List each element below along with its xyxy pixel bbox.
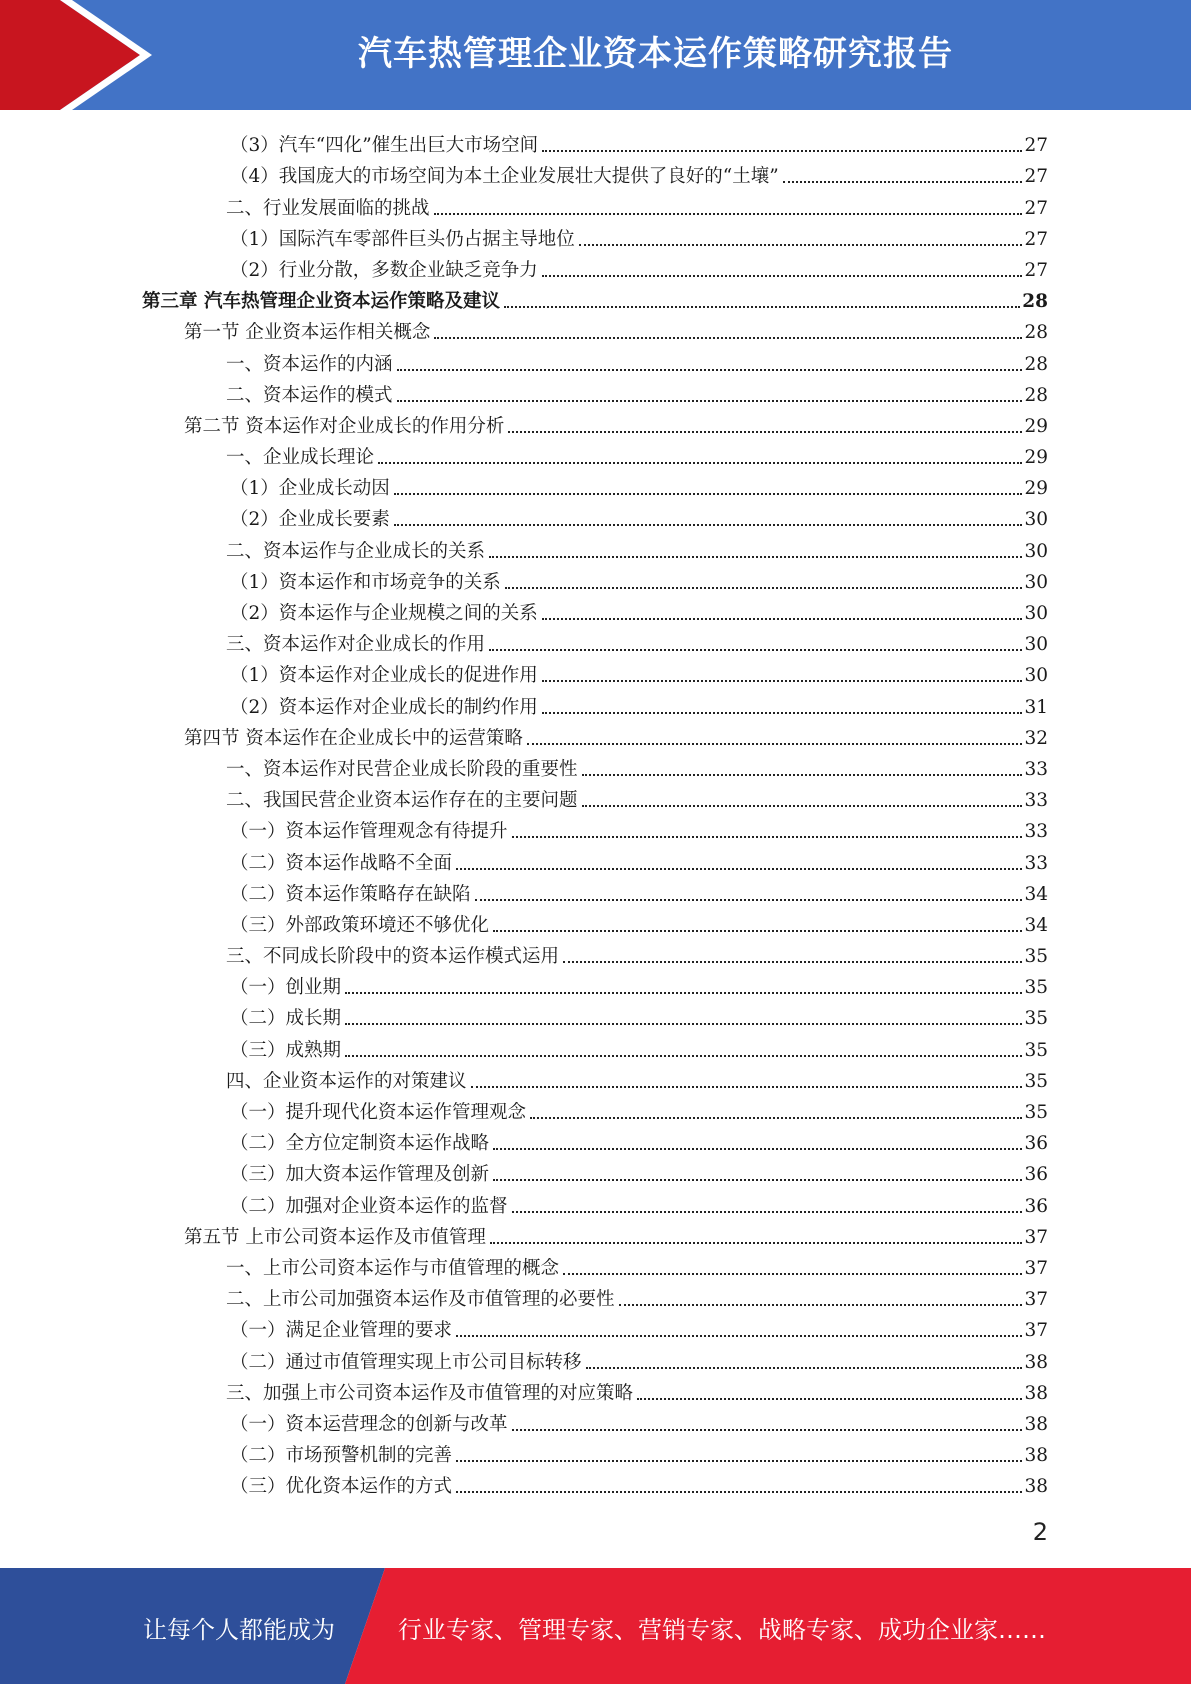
toc-entry-page: 27 [1024, 197, 1048, 219]
toc-entry[interactable] [0, 657, 1191, 688]
toc-entry-page: 29 [1024, 415, 1048, 437]
toc-entry-page: 30 [1024, 634, 1048, 656]
toc-entry[interactable] [0, 782, 1191, 813]
toc-leader-dots [456, 868, 1022, 870]
toc-entry[interactable] [0, 938, 1191, 969]
toc-entry[interactable] [0, 1187, 1191, 1218]
toc-entry-page: 34 [1024, 914, 1048, 936]
toc-leader-dots [504, 306, 1020, 308]
toc-entry-page: 36 [1024, 1133, 1048, 1155]
toc-leader-dots [493, 1179, 1022, 1181]
toc-entry[interactable] [0, 595, 1191, 626]
toc-entry[interactable] [0, 626, 1191, 657]
toc-entry-page: 28 [1024, 353, 1048, 375]
toc-entry-label: （二）资本运作策略存在缺陷 [230, 883, 471, 905]
toc-leader-dots [783, 181, 1023, 183]
toc-entry-label: 二、资本运作的模式 [226, 384, 393, 406]
toc-leader-dots [619, 1304, 1023, 1306]
toc-entry-label: 二、上市公司加强资本运作及市值管理的必要性 [226, 1289, 615, 1311]
toc-leader-dots [512, 1211, 1023, 1213]
toc-entry-page: 34 [1024, 883, 1048, 905]
toc-leader-dots [475, 899, 1023, 901]
toc-leader-dots [512, 1429, 1023, 1431]
toc-entry-page: 35 [1024, 946, 1048, 968]
toc-entry-page: 30 [1024, 509, 1048, 531]
toc-entry[interactable] [0, 688, 1191, 719]
toc-entry-label: 三、资本运作对企业成长的作用 [226, 634, 486, 656]
toc-entry-page: 27 [1024, 135, 1048, 157]
toc-entry-label: 三、加强上市公司资本运作及市值管理的对应策略 [226, 1382, 634, 1404]
toc-leader-dots [542, 618, 1023, 620]
toc-entry-page: 33 [1024, 790, 1048, 812]
toc-entry-page: 30 [1024, 665, 1048, 687]
toc-leader-dots [394, 493, 1023, 495]
toc-leader-dots [345, 1055, 1022, 1057]
footer-slogan-left: 让每个人都能成为 [143, 1616, 335, 1644]
toc-entry-page: 30 [1024, 540, 1048, 562]
toc-entry-page: 35 [1024, 1070, 1048, 1092]
toc-entry[interactable] [0, 1343, 1191, 1374]
toc-leader-dots [563, 1273, 1022, 1275]
report-title: 汽车热管理企业资本运作策略研究报告 [358, 34, 953, 74]
toc-entry[interactable] [0, 1437, 1191, 1468]
toc-entry-label: （二）市场预警机制的完善 [230, 1445, 453, 1467]
toc-entry-page: 36 [1024, 1164, 1048, 1186]
toc-entry-label: （1）企业成长动因 [230, 478, 390, 500]
toc-entry[interactable] [0, 345, 1191, 376]
toc-entry[interactable] [0, 314, 1191, 345]
toc-entry[interactable] [0, 1312, 1191, 1343]
toc-entry[interactable] [0, 1031, 1191, 1062]
toc-entry-page: 38 [1024, 1445, 1048, 1467]
toc-entry-label: 第三章 汽车热管理企业资本运作策略及建议 [142, 291, 500, 313]
toc-entry[interactable] [0, 221, 1191, 252]
toc-entry-label: 二、行业发展面临的挑战 [226, 197, 430, 219]
toc-entry-label: （一）资本运营理念的创新与改革 [230, 1413, 508, 1435]
toc-entry-page: 37 [1024, 1320, 1048, 1342]
toc-entry[interactable] [0, 1063, 1191, 1094]
toc-leader-dots [489, 556, 1022, 558]
toc-leader-dots [582, 805, 1023, 807]
toc-entry-page: 28 [1022, 291, 1048, 313]
toc-entry-label: 第二节 资本运作对企业成长的作用分析 [184, 415, 505, 437]
toc-entry-page: 38 [1024, 1413, 1048, 1435]
toc-leader-dots [345, 992, 1022, 994]
toc-entry-page: 38 [1024, 1351, 1048, 1373]
toc-entry-label: （二）资本运作战略不全面 [230, 852, 453, 874]
toc-entry-page: 35 [1024, 977, 1048, 999]
toc-entry[interactable] [0, 189, 1191, 220]
toc-entry-label: 三、不同成长阶段中的资本运作模式运用 [226, 946, 560, 968]
toc-entry[interactable] [0, 1250, 1191, 1281]
toc-entry[interactable] [0, 1156, 1191, 1187]
toc-entry[interactable] [0, 876, 1191, 907]
toc-leader-dots [512, 836, 1023, 838]
toc-entry-page: 29 [1024, 447, 1048, 469]
toc-entry[interactable] [0, 283, 1191, 314]
toc-entry-page: 33 [1024, 852, 1048, 874]
toc-entry[interactable] [0, 1094, 1191, 1125]
toc-entry-page: 38 [1024, 1476, 1048, 1498]
toc-entry[interactable] [0, 1468, 1191, 1499]
toc-entry-label: （1）资本运作对企业成长的促进作用 [230, 665, 538, 687]
toc-entry-label: （二）成长期 [230, 1008, 342, 1030]
toc-entry-label: （2）资本运作对企业成长的制约作用 [230, 696, 538, 718]
toc-leader-dots [378, 462, 1022, 464]
toc-entry-page: 29 [1024, 478, 1048, 500]
toc-entry[interactable] [0, 1406, 1191, 1437]
toc-entry-page: 38 [1024, 1382, 1048, 1404]
toc-entry-label: （三）成熟期 [230, 1039, 342, 1061]
toc-entry[interactable] [0, 377, 1191, 408]
toc-leader-dots [397, 369, 1023, 371]
toc-entry-label: （2）行业分散，多数企业缺乏竞争力 [230, 259, 538, 281]
toc-entry-label: （2）企业成长要素 [230, 509, 390, 531]
toc-entry-label: 第四节 资本运作在企业成长中的运营策略 [184, 727, 523, 749]
toc-entry-page: 37 [1024, 1257, 1048, 1279]
page-header [0, 0, 1191, 110]
toc-entry-page: 35 [1024, 1039, 1048, 1061]
toc-leader-dots [490, 1242, 1023, 1244]
toc-entry-page: 37 [1024, 1289, 1048, 1311]
toc-entry[interactable] [0, 1000, 1191, 1031]
toc-leader-dots [471, 1086, 1023, 1088]
toc-entry-page: 35 [1024, 1102, 1048, 1123]
toc-entry[interactable] [0, 564, 1191, 595]
toc-entry-label: 二、资本运作与企业成长的关系 [226, 540, 486, 562]
toc-entry-label: 一、企业成长理论 [226, 447, 375, 469]
toc-entry[interactable] [0, 751, 1191, 782]
toc-entry-page: 30 [1024, 571, 1048, 593]
toc-entry[interactable] [0, 252, 1191, 283]
toc-leader-dots [542, 712, 1023, 714]
toc-leader-dots [586, 1367, 1023, 1369]
toc-entry[interactable] [0, 720, 1191, 751]
toc-entry-label: 第一节 企业资本运作相关概念 [184, 322, 431, 344]
toc-entry-page: 27 [1024, 259, 1048, 281]
toc-leader-dots [456, 1335, 1022, 1337]
footer-slogan-right: 行业专家、管理专家、营销专家、战略专家、成功企业家…… [398, 1616, 1046, 1644]
toc-entry-label: 一、资本运作对民营企业成长阶段的重要性 [226, 758, 578, 780]
toc-leader-dots [493, 1148, 1022, 1150]
toc-leader-dots [456, 1460, 1022, 1462]
toc-leader-dots [505, 587, 1023, 589]
toc-entry[interactable] [0, 844, 1191, 875]
toc-entry-label: 一、上市公司资本运作与市值管理的概念 [226, 1257, 560, 1279]
toc-entry[interactable] [0, 158, 1191, 189]
toc-entry-page: 30 [1024, 603, 1048, 624]
toc-entry-page: 33 [1024, 758, 1048, 780]
toc-entry-label: （3）汽车“四化”催生出巨大市场空间 [230, 135, 539, 157]
toc-leader-dots [434, 213, 1023, 215]
toc-entry-label: （一）提升现代化资本运作管理观念 [230, 1102, 527, 1123]
toc-leader-dots [542, 275, 1023, 277]
toc-leader-dots [637, 1398, 1022, 1400]
toc-entry-label: 第五节 上市公司资本运作及市值管理 [184, 1226, 486, 1248]
toc-entry-label: （1）资本运作和市场竞争的关系 [230, 571, 501, 593]
toc-entry-label: （一）满足企业管理的要求 [230, 1320, 453, 1342]
toc-leader-dots [563, 961, 1022, 963]
toc-entry-label: （一）资本运作管理观念有待提升 [230, 821, 508, 843]
toc-leader-dots [456, 1491, 1022, 1493]
toc-entry-label: （二）加强对企业资本运作的监督 [230, 1195, 508, 1217]
toc-entry[interactable] [0, 501, 1191, 532]
toc-entry-label: （1）国际汽车零部件巨头仍占据主导地位 [230, 228, 575, 250]
toc-entry[interactable] [0, 470, 1191, 501]
toc-entry[interactable] [0, 532, 1191, 563]
toc-entry[interactable] [0, 813, 1191, 844]
toc-entry-label: （二）全方位定制资本运作战略 [230, 1133, 490, 1155]
toc-entry-label: （三）加大资本运作管理及创新 [230, 1164, 490, 1186]
toc-leader-dots [530, 1117, 1022, 1119]
toc-entry[interactable] [0, 1375, 1191, 1406]
toc-entry-page: 37 [1024, 1226, 1048, 1248]
toc-entry-page: 27 [1024, 166, 1048, 188]
toc-entry-label: 四、企业资本运作的对策建议 [226, 1070, 467, 1092]
toc-entry-page: 28 [1024, 322, 1048, 344]
toc-leader-dots [345, 1023, 1022, 1025]
toc-entry[interactable] [0, 1281, 1191, 1312]
toc-entry[interactable] [0, 1125, 1191, 1156]
toc-entry-page: 32 [1024, 727, 1048, 749]
toc-entry-label: 二、我国民营企业资本运作存在的主要问题 [226, 790, 578, 812]
toc-leader-dots [582, 774, 1023, 776]
toc-leader-dots [493, 930, 1022, 932]
toc-entry-label: （2）资本运作与企业规模之间的关系 [230, 603, 538, 624]
toc-entry[interactable] [0, 127, 1191, 158]
toc-entry[interactable] [0, 969, 1191, 1000]
toc-entry-label: （4）我国庞大的市场空间为本土企业发展壮大提供了良好的“土壤” [230, 166, 779, 188]
toc-leader-dots [489, 649, 1022, 651]
toc-entry-page: 33 [1024, 821, 1048, 843]
toc-leader-dots [542, 150, 1022, 152]
toc-entry-label: （一）创业期 [230, 977, 342, 999]
toc-leader-dots [508, 431, 1022, 433]
toc-entry-page: 27 [1024, 228, 1048, 250]
toc-leader-dots [434, 337, 1022, 339]
toc-entry[interactable] [0, 439, 1191, 470]
toc-entry-label: （三）优化资本运作的方式 [230, 1476, 453, 1498]
page-footer [0, 1568, 1191, 1684]
page-number: 2 [1032, 1518, 1048, 1546]
toc-entry-page: 36 [1024, 1195, 1048, 1217]
toc-leader-dots [397, 400, 1023, 402]
toc-leader-dots [579, 244, 1023, 246]
toc-entry-label: （二）通过市值管理实现上市公司目标转移 [230, 1351, 582, 1373]
toc-entry-label: （三）外部政策环境还不够优化 [230, 914, 490, 936]
toc-entry-page: 31 [1024, 696, 1048, 718]
toc-entry[interactable] [0, 408, 1191, 439]
toc-entry[interactable] [0, 1219, 1191, 1250]
toc-entry-label: 一、资本运作的内涵 [226, 353, 393, 375]
toc-leader-dots [527, 743, 1023, 745]
table-of-contents [0, 127, 1191, 1499]
toc-entry[interactable] [0, 907, 1191, 938]
toc-entry-page: 28 [1024, 384, 1048, 406]
toc-entry-page: 35 [1024, 1008, 1048, 1030]
toc-leader-dots [542, 680, 1023, 682]
toc-leader-dots [394, 524, 1023, 526]
